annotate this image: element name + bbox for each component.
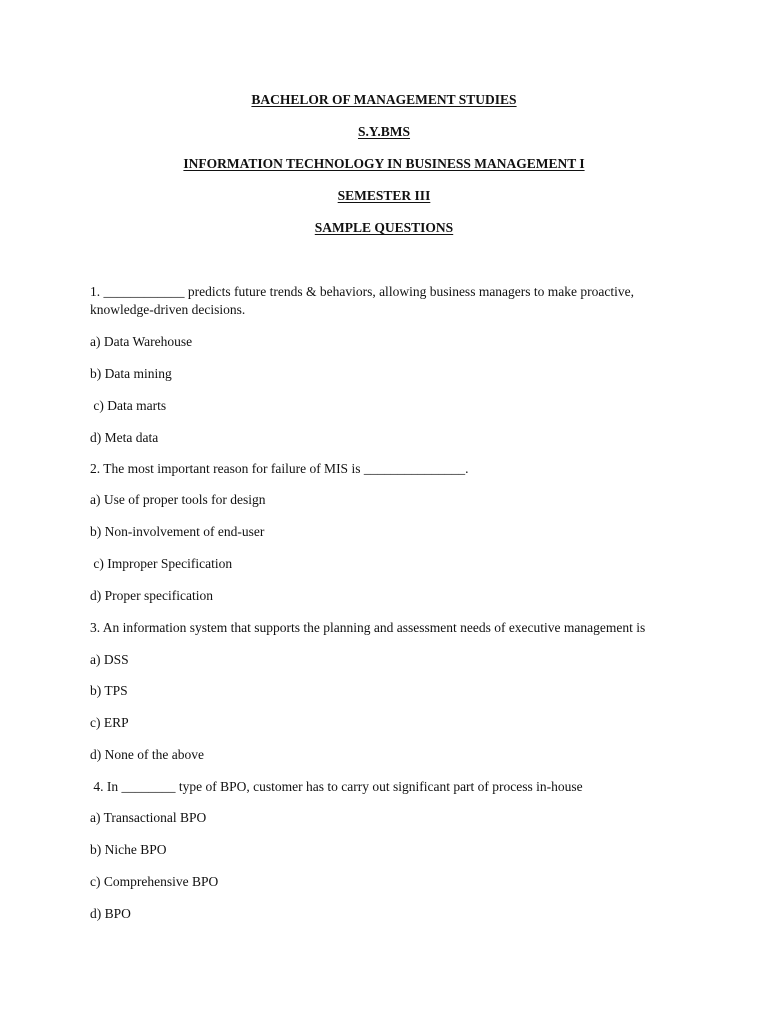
question-3-option-c: c) ERP [90,715,129,730]
program-title: BACHELOR OF MANAGEMENT STUDIES [251,92,517,107]
question-2-option-a: a) Use of proper tools for design [90,492,266,507]
question-4-option-c: c) Comprehensive BPO [90,874,219,889]
question-4-option-b: b) Niche BPO [90,842,167,857]
question-2-option-c: c) Improper Specification [90,556,233,571]
question-4-option-a: a) Transactional BPO [90,810,207,825]
question-2-option-b: b) Non-involvement of end-user [90,524,265,539]
question-1-option-c: c) Data marts [90,398,167,413]
question-3-option-a: a) DSS [90,652,129,667]
section-title: SAMPLE QUESTIONS [314,220,454,235]
question-1-option-d: d) Meta data [90,430,159,445]
question-2-text: 2. The most important reason for failure of MIS is _______________. [90,461,469,476]
question-4-option-d: d) BPO [90,906,131,921]
question-3-text: 3. An information system that supports the planning and assessment needs of executive management is [90,620,646,635]
semester-title: SEMESTER III [337,188,431,203]
class-title: S.Y.BMS [357,124,411,139]
question-1-option-b: b) Data mining [90,366,172,381]
question-3-option-d: d) None of the above [90,747,204,762]
question-1-option-a: a) Data Warehouse [90,334,193,349]
question-3-option-b: b) TPS [90,683,128,698]
question-2-option-d: d) Proper specification [90,588,213,603]
subject-title: INFORMATION TECHNOLOGY IN BUSINESS MANAGEMENT I [183,156,585,171]
question-1-text: 1. ____________ predicts future trends & behaviors, allowing business managers to make proactive, knowledge-driven decisions. [90,284,635,317]
question-4-text: 4. In ________ type of BPO, customer has to carry out significant part of process in-house [90,779,583,794]
